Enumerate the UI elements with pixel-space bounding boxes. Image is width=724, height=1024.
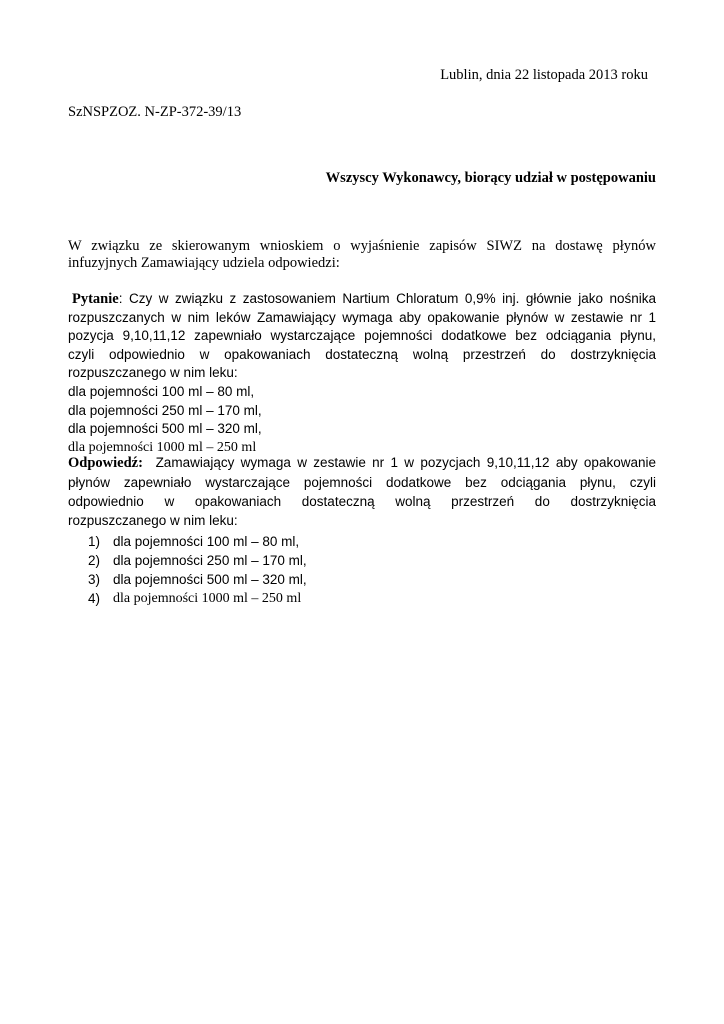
- list-item: [88, 570, 307, 589]
- intro-line: infuzyjnych Zamawiający udziela odpowiedzi:: [68, 255, 340, 271]
- question-label: Pytanie: [72, 291, 119, 307]
- list-item: [88, 532, 307, 551]
- question-paragraph: [68, 290, 656, 457]
- recipients-heading: Wszyscy Wykonawcy, biorący udział w postępowaniu: [325, 170, 656, 186]
- question-capacity: dla pojemności 500 ml – 320 ml,: [68, 421, 262, 437]
- list-item-text: dla pojemności 250 ml – 170 ml,: [113, 553, 307, 568]
- question-line: pozycja 9,10,11,12 zapewniało wystarczające pojemności dodatkowe bez odciągania płynu,: [68, 328, 656, 344]
- answer-line: [68, 453, 656, 473]
- list-item-number: 2): [88, 553, 101, 568]
- answer-text: Zamawiający wymaga w zestawie nr 1 w pozycjach 9,10,11,12 aby opakowanie: [155, 455, 656, 470]
- date-line: Lublin, dnia 22 listopada 2013 roku: [440, 67, 648, 83]
- intro-line: W związku ze skierowanym wnioskiem o wyjaśnienie zapisów SIWZ na dostawę płynów: [68, 238, 656, 254]
- answer-line: odpowiednio w opakowaniach dostateczną wolną przestrzeń do dostrzyknięcia: [68, 494, 656, 509]
- list-item: [88, 551, 307, 570]
- list-item-text: dla pojemności 1000 ml – 250 ml: [113, 591, 302, 606]
- question-line: czyli odpowiednio w opakowaniach dostateczną wolną przestrzeń do dostrzyknięcia: [68, 346, 656, 362]
- question-text: : Czy w związku z zastosowaniem Nartium Chloratum 0,9% inj. głównie jako nośnika: [118, 291, 656, 306]
- answer-label: Odpowiedź:: [68, 455, 143, 471]
- list-item-text: dla pojemności 100 ml – 80 ml,: [113, 534, 300, 549]
- list-item-text: dla pojemności 500 ml – 320 ml,: [113, 572, 307, 587]
- question-capacity: dla pojemności 100 ml – 80 ml,: [68, 383, 255, 399]
- question-capacity: dla pojemności 250 ml – 170 ml,: [68, 402, 262, 418]
- answer-paragraph: [68, 453, 656, 530]
- question-line: [68, 290, 656, 309]
- list-item: [88, 589, 307, 608]
- question-line: rozpuszczanego w nim leku:: [68, 365, 238, 381]
- answer-line: płynów zapewniało wystarczające pojemności dodatkowe bez odciągania płynu, czyli: [68, 475, 656, 490]
- intro-paragraph: [68, 238, 656, 272]
- answer-list: [88, 532, 307, 608]
- question-line: rozpuszczanych w nim leków Zamawiający wymaga aby opakowanie płynów w zestawie nr 1: [68, 309, 656, 325]
- answer-line: rozpuszczanego w nim leku:: [68, 513, 238, 528]
- question-capacity: dla pojemności 1000 ml – 250 ml: [68, 439, 257, 455]
- list-item-number: 3): [88, 572, 101, 587]
- list-item-number: 1): [88, 534, 101, 549]
- list-item-number: 4): [88, 591, 101, 606]
- reference-number: SzNSPZOZ. N-ZP-372-39/13: [68, 104, 242, 120]
